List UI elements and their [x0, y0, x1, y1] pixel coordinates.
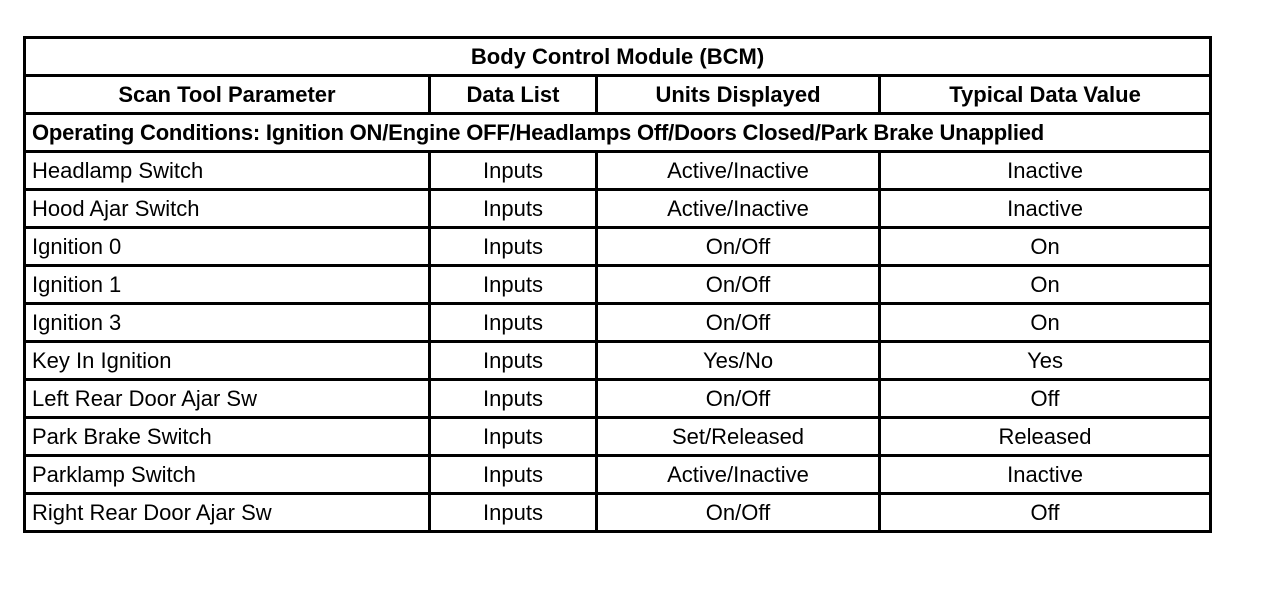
cell-data-list: Inputs: [430, 304, 597, 342]
table-row: [25, 456, 1211, 494]
cell-units: On/Off: [597, 494, 880, 532]
cell-typical-value: On: [880, 304, 1211, 342]
cell-typical-value: Off: [880, 494, 1211, 532]
cell-data-list: Inputs: [430, 418, 597, 456]
cell-parameter: Hood Ajar Switch: [25, 190, 430, 228]
cell-typical-value: Inactive: [880, 152, 1211, 190]
cell-units: On/Off: [597, 228, 880, 266]
cell-typical-value: On: [880, 228, 1211, 266]
cell-data-list: Inputs: [430, 494, 597, 532]
cell-data-list: Inputs: [430, 342, 597, 380]
cell-parameter: Right Rear Door Ajar Sw: [25, 494, 430, 532]
cell-units: Active/Inactive: [597, 456, 880, 494]
cell-parameter: Ignition 1: [25, 266, 430, 304]
cell-data-list: Inputs: [430, 380, 597, 418]
cell-parameter: Parklamp Switch: [25, 456, 430, 494]
cell-units: Set/Released: [597, 418, 880, 456]
cell-units: Active/Inactive: [597, 190, 880, 228]
table-row: [25, 494, 1211, 532]
table-row: [25, 152, 1211, 190]
table-row: [25, 380, 1211, 418]
cell-data-list: Inputs: [430, 266, 597, 304]
cell-units: On/Off: [597, 266, 880, 304]
table-row: [25, 266, 1211, 304]
table-row: [25, 304, 1211, 342]
cell-typical-value: Inactive: [880, 190, 1211, 228]
cell-typical-value: Released: [880, 418, 1211, 456]
cell-parameter: Ignition 3: [25, 304, 430, 342]
cell-typical-value: Yes: [880, 342, 1211, 380]
table-row: [25, 418, 1211, 456]
table-row: [25, 190, 1211, 228]
cell-data-list: Inputs: [430, 190, 597, 228]
table-header-row: [25, 76, 1211, 114]
header-units-displayed: Units Displayed: [597, 76, 880, 114]
table-title: Body Control Module (BCM): [25, 38, 1211, 76]
cell-parameter: Headlamp Switch: [25, 152, 430, 190]
header-typical-data-value: Typical Data Value: [880, 76, 1211, 114]
table-title-row: [25, 38, 1211, 76]
cell-data-list: Inputs: [430, 456, 597, 494]
bcm-data-table: [23, 36, 1212, 533]
cell-data-list: Inputs: [430, 152, 597, 190]
cell-typical-value: Inactive: [880, 456, 1211, 494]
cell-parameter: Left Rear Door Ajar Sw: [25, 380, 430, 418]
table-row: [25, 228, 1211, 266]
cell-data-list: Inputs: [430, 228, 597, 266]
cell-units: Active/Inactive: [597, 152, 880, 190]
header-data-list: Data List: [430, 76, 597, 114]
cell-parameter: Key In Ignition: [25, 342, 430, 380]
operating-conditions-row: [25, 114, 1211, 152]
table-row: [25, 342, 1211, 380]
cell-typical-value: On: [880, 266, 1211, 304]
cell-parameter: Ignition 0: [25, 228, 430, 266]
cell-typical-value: Off: [880, 380, 1211, 418]
cell-units: On/Off: [597, 304, 880, 342]
cell-units: Yes/No: [597, 342, 880, 380]
cell-units: On/Off: [597, 380, 880, 418]
header-scan-tool-parameter: Scan Tool Parameter: [25, 76, 430, 114]
cell-parameter: Park Brake Switch: [25, 418, 430, 456]
operating-conditions: Operating Conditions: Ignition ON/Engine OFF/Headlamps Off/Doors Closed/Park Brake Unapplied: [25, 114, 1211, 152]
